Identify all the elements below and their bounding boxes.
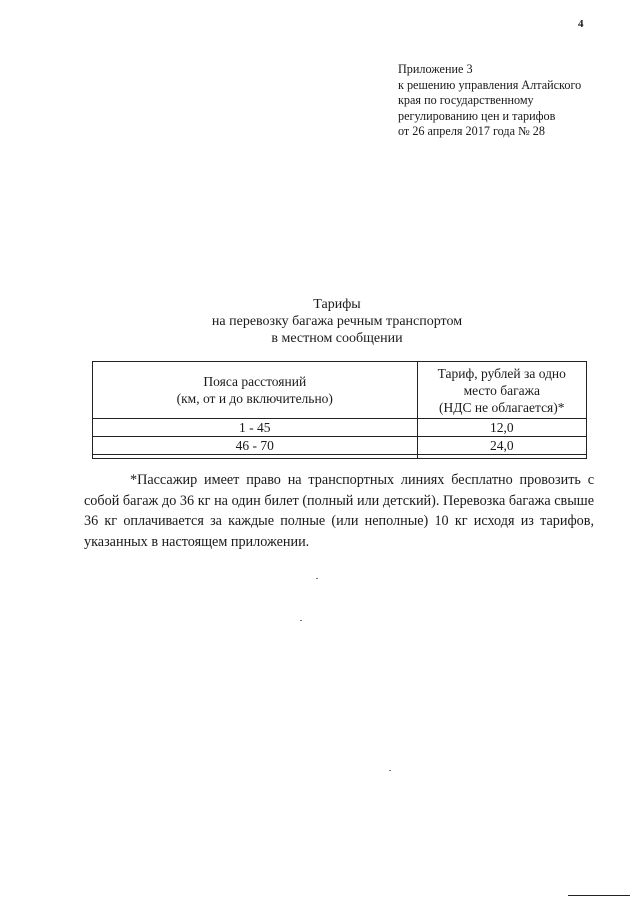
header-tariff	[417, 362, 586, 419]
page-number: 4	[578, 18, 584, 30]
appendix-line: Приложение 3	[398, 62, 473, 76]
zone-cell: 46 - 70	[93, 437, 418, 455]
tariff-table	[92, 361, 587, 459]
scan-speck	[316, 578, 318, 579]
document-title	[0, 296, 640, 347]
header-text: место багажа	[463, 382, 540, 398]
spacer-cell	[93, 455, 418, 459]
footer-rule	[568, 895, 630, 896]
header-text: (км, от и до включительно)	[176, 391, 333, 406]
title-line-2: на перевозку багажа речным транспортом	[211, 314, 463, 329]
appendix-line: от 26 апреля 2017 года № 28	[398, 124, 545, 139]
tariff-cell: 24,0	[417, 437, 586, 455]
spacer-cell	[417, 455, 586, 459]
scan-speck	[300, 620, 302, 621]
footnote	[84, 470, 594, 552]
table-row	[93, 437, 587, 455]
title-line-3: в местном сообщении	[271, 331, 403, 346]
appendix-line: к решению управления Алтайского	[398, 77, 582, 92]
table-header-row	[93, 362, 587, 419]
title-line-1: Тарифы	[313, 297, 361, 312]
appendix-reference	[398, 62, 633, 140]
tariff-cell: 12,0	[417, 419, 586, 437]
table-spacer-row	[93, 455, 587, 459]
appendix-line: регулированию цен и тарифов	[398, 108, 556, 123]
header-distance-zones	[93, 362, 418, 419]
header-text: Тариф, рублей за одно	[437, 365, 566, 381]
footnote-text: *Пассажир имеет право на транспортных линиях бесплатно провозить с собой багаж до 36 кг на один билет (полный или детский). Перевозка багажа свыше 36 кг оплачивается за каждые полные (или неполные) 10 кг исходя из тарифов, указанных в настоящем приложении.	[84, 472, 594, 550]
header-text: Пояса расстояний	[203, 374, 307, 389]
appendix-line: края по государственному	[398, 93, 534, 108]
header-text: (НДС не облагается)*	[439, 399, 565, 415]
table-row	[93, 419, 587, 437]
scan-speck	[389, 770, 391, 771]
zone-cell: 1 - 45	[93, 419, 418, 437]
